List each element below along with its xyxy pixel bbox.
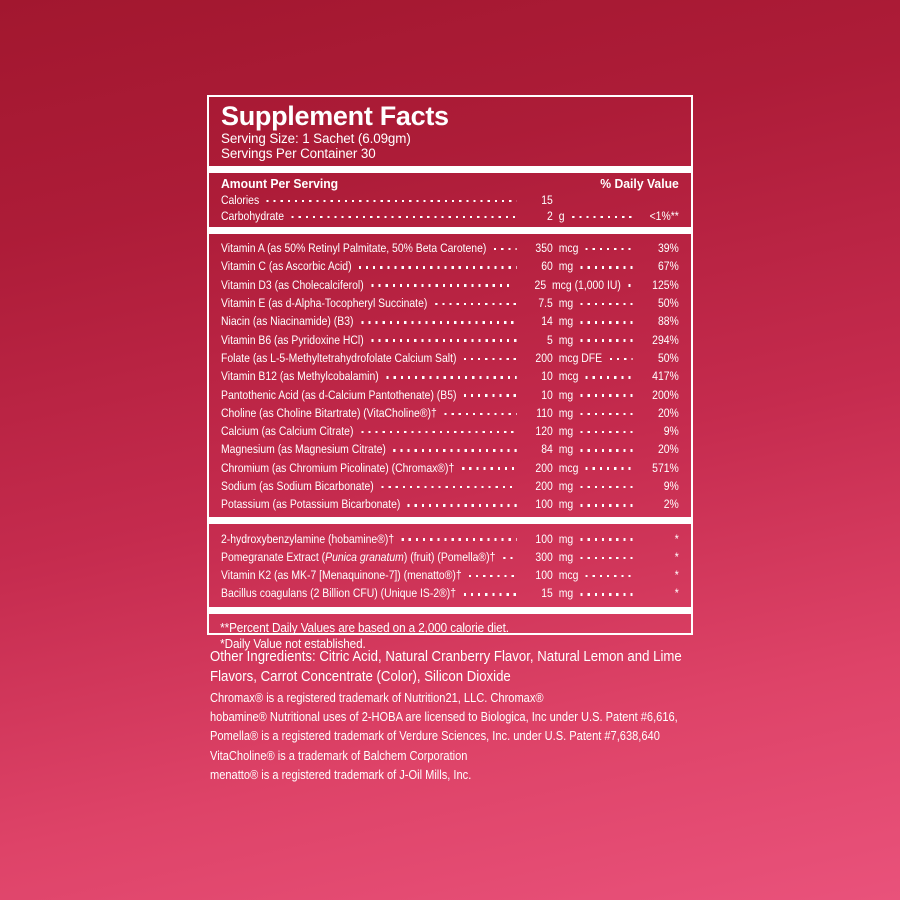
amount-value: 120 (535, 424, 553, 439)
daily-value: 50% (657, 350, 679, 365)
unit-label: mcg DFE (558, 350, 603, 365)
amount-value: 84 (541, 442, 553, 457)
trademark-line: VitaCholine® is a trademark of Balchem Corporation (210, 748, 468, 763)
dotted-leader (581, 504, 633, 507)
dotted-leader (371, 339, 516, 342)
daily-value: * (674, 586, 679, 601)
dotted-leader (408, 504, 517, 507)
daily-value-header: % Daily Value (600, 176, 679, 191)
fact-row (221, 257, 679, 275)
fact-row (221, 367, 679, 385)
amount-value: 10 (541, 369, 553, 384)
unit-label: mg (558, 549, 574, 564)
daily-value: * (674, 568, 679, 583)
nutrient-name: 2-hydroxybenzylamine (hobamine®)† (221, 531, 395, 546)
unit-label: mcg (558, 460, 579, 475)
other-ingredients: Other Ingredients: Citric Acid, Natural Cranberry Flavor, Natural Lemon and Lime Flavors, Carrot Concentrate (Color), Silicon Dioxide (210, 648, 682, 685)
unit-zone (553, 479, 637, 493)
unit-zone (553, 442, 637, 456)
daily-value: 294% (652, 332, 679, 347)
fact-row (221, 385, 679, 403)
dotted-leader (381, 486, 516, 489)
serving-size: Serving Size: 1 Sachet (6.09gm) (221, 131, 411, 146)
amount-value: 200 (535, 350, 553, 365)
fact-row (221, 477, 679, 495)
daily-value: 417% (652, 369, 679, 384)
unit-zone (553, 424, 637, 438)
trademark-notes (210, 689, 678, 785)
trademark-line: menatto® is a registered trademark of J-Oil Mills, Inc. (210, 767, 472, 782)
dotted-leader (586, 248, 633, 251)
daily-value: 571% (652, 460, 679, 475)
dotted-leader (581, 266, 633, 269)
amount-value: 350 (535, 241, 553, 256)
panel-header (209, 97, 691, 166)
nutrient-name: Pomegranate Extract (Punica granatum) (fruit) (Pomella®)† (221, 549, 496, 564)
amount-value: 200 (535, 460, 553, 475)
dotted-leader (464, 394, 517, 397)
dotted-leader (581, 538, 633, 541)
nutrient-name: Magnesium (as Magnesium Citrate) (221, 442, 386, 457)
nutrient-name: Vitamin B12 (as Methylcobalamin) (221, 369, 379, 384)
top-rows (221, 192, 679, 224)
amount-value: 60 (541, 259, 553, 274)
unit-zone (553, 209, 637, 223)
divider-bar-calories (209, 227, 691, 234)
unit-label: mcg (1,000 IU) (552, 277, 621, 292)
unit-label: mg (558, 479, 574, 493)
trademark-line: Chromax® is a registered trademark of Nutrition21, LLC. Chromax® (210, 691, 544, 705)
daily-value: <1%** (649, 209, 679, 223)
nutrient-name: Potassium (as Potassium Bicarbonate) (221, 497, 401, 512)
amount-value: 200 (535, 479, 553, 493)
unit-label: mg (558, 531, 574, 546)
dotted-leader (267, 200, 517, 203)
trademark-line: hobamine® Nutritional uses of 2-HOBA are licensed to Biologica, Inc under U.S. Patent #6,616, (210, 710, 678, 725)
unit-label: mg (558, 296, 574, 311)
dotted-leader (628, 284, 632, 287)
divider-bar-botanicals (209, 607, 691, 614)
nutrient-name: Calories (221, 193, 260, 207)
unit-zone (553, 259, 637, 273)
dotted-leader (464, 358, 517, 361)
amount-value: 100 (535, 568, 553, 583)
fact-row (221, 529, 679, 547)
unit-label: mcg (558, 369, 579, 384)
unit-label: mcg (558, 568, 579, 583)
unit-zone (553, 333, 637, 347)
amount-per-serving-header: Amount Per Serving (221, 176, 339, 191)
daily-value: 200% (652, 387, 679, 402)
dotted-leader (581, 303, 633, 306)
amount-value: 25 (534, 277, 547, 292)
nutrient-name: Chromium (as Chromium Picolinate) (Chromax®)† (221, 460, 455, 475)
dotted-leader (581, 413, 633, 416)
unit-zone (553, 568, 637, 582)
nutrient-name: Vitamin C (as Ascorbic Acid) (221, 259, 352, 274)
unit-zone (553, 241, 637, 255)
fact-row (221, 548, 679, 566)
fact-row (221, 294, 679, 312)
daily-value: 39% (657, 241, 679, 256)
dotted-leader (462, 467, 517, 470)
daily-value: 9% (663, 424, 679, 439)
amount-value: 300 (535, 549, 553, 564)
unit-zone (553, 406, 637, 420)
unit-label: mg (558, 442, 574, 457)
daily-value: 50% (657, 296, 679, 311)
amount-value: 10 (541, 387, 553, 402)
fact-row (221, 349, 679, 367)
nutrient-name: Vitamin D3 (as Cholecalciferol) (221, 277, 364, 292)
unit-zone (553, 461, 637, 475)
unit-label: mg (558, 314, 574, 329)
unit-label: mg (558, 332, 574, 347)
dotted-leader (361, 431, 517, 434)
dotted-leader (292, 216, 517, 219)
amount-value: 110 (536, 405, 553, 420)
dotted-leader (359, 266, 517, 269)
nutrient-name: Vitamin K2 (as MK-7 [Menaquinone-7]) (menatto®)† (221, 568, 462, 583)
unit-label: g (558, 209, 565, 223)
fact-row (221, 276, 679, 294)
dotted-leader (464, 593, 517, 596)
daily-value: 20% (657, 442, 679, 457)
unit-label: mcg (558, 241, 579, 256)
daily-value: 88% (657, 314, 679, 329)
nutrient-name: Niacin (as Niacinamide) (B3) (221, 314, 354, 329)
unit-zone (553, 586, 637, 600)
daily-value: * (674, 549, 679, 564)
amount-value: 5 (547, 332, 553, 347)
dotted-leader (469, 575, 517, 578)
dotted-leader (586, 467, 633, 470)
unit-label: mg (558, 259, 574, 274)
amount-value: 100 (535, 497, 553, 512)
amount-value: 14 (541, 314, 553, 329)
dotted-leader (610, 358, 633, 361)
unit-label: mg (558, 387, 574, 402)
dotted-leader (494, 248, 517, 251)
dotted-leader (371, 284, 510, 287)
panel-title: Supplement Facts (221, 101, 449, 131)
nutrient-name: Folate (as L-5-Methyltetrahydrofolate Calcium Salt) (221, 350, 457, 365)
daily-value: 67% (657, 259, 679, 274)
dotted-leader (435, 303, 517, 306)
daily-value: * (674, 531, 679, 546)
daily-value: 9% (663, 479, 679, 493)
daily-value: 2% (663, 497, 679, 512)
daily-value: 20% (657, 405, 679, 420)
unit-zone (553, 351, 637, 365)
dotted-leader (581, 394, 633, 397)
unit-zone (553, 369, 637, 383)
unit-zone (553, 497, 637, 511)
amount-value: 100 (535, 531, 553, 546)
fact-row (221, 584, 679, 602)
botanical-rows (209, 524, 691, 606)
dotted-leader (581, 557, 633, 560)
unit-zone (546, 278, 637, 292)
fact-row (221, 239, 679, 257)
dotted-leader (386, 376, 516, 379)
nutrient-name: Pantothenic Acid (as d-Calcium Pantothenate) (B5) (221, 387, 457, 402)
unit-zone (553, 532, 637, 546)
amount-value: 2 (547, 209, 553, 223)
amount-value: 15 (541, 193, 553, 207)
dotted-leader (503, 557, 517, 560)
daily-value: 125% (652, 277, 679, 292)
unit-zone (553, 550, 637, 564)
dotted-leader (402, 538, 517, 541)
fact-row (221, 440, 679, 458)
column-headers (221, 176, 679, 192)
unit-label: mg (558, 424, 574, 439)
unit-label: mg (558, 405, 574, 420)
fact-row (221, 330, 679, 348)
dotted-leader (586, 575, 633, 578)
nutrient-name: Choline (as Choline Bitartrate) (VitaCholine®)† (221, 405, 437, 420)
amount-value: 15 (541, 586, 553, 601)
servings-per-container: Servings Per Container 30 (221, 146, 376, 161)
dotted-leader (581, 593, 633, 596)
calories-section (209, 173, 691, 227)
divider-bar-top (209, 166, 691, 173)
dotted-leader (581, 486, 633, 489)
footnote-daily-values: **Percent Daily Values are based on a 2,000 calorie diet. (220, 620, 509, 635)
dotted-leader (361, 321, 517, 324)
footnote-not-established: *Daily Value not established. (220, 637, 366, 652)
fact-row (221, 192, 679, 208)
supplement-facts-panel (207, 95, 693, 652)
fact-row (221, 208, 679, 224)
fact-row (221, 404, 679, 422)
fact-row (221, 566, 679, 584)
fact-row (221, 495, 679, 513)
dotted-leader (581, 321, 633, 324)
dotted-leader (393, 449, 516, 452)
fact-row (221, 312, 679, 330)
nutrient-name: Bacillus coagulans (2 Billion CFU) (Unique IS-2®)† (221, 586, 457, 601)
dotted-leader (581, 449, 633, 452)
dotted-leader (581, 431, 633, 434)
nutrient-name: Calcium (as Calcium Citrate) (221, 424, 354, 439)
unit-label: mg (558, 586, 574, 601)
nutrient-name: Vitamin A (as 50% Retinyl Palmitate, 50% Beta Carotene) (221, 241, 487, 256)
trademark-line: Pomella® is a registered trademark of Verdure Sciences, Inc. under U.S. Patent #7,638,640 (210, 729, 660, 744)
dotted-leader (572, 216, 633, 219)
nutrient-name: Sodium (as Sodium Bicarbonate) (221, 479, 374, 493)
nutrient-name: Vitamin B6 (as Pyridoxine HCl) (221, 332, 364, 347)
nutrient-name: Carbohydrate (221, 209, 285, 223)
unit-zone (553, 296, 637, 310)
divider-bar-nutrients (209, 517, 691, 524)
amount-value: 7.5 (538, 296, 553, 311)
dotted-leader (444, 413, 516, 416)
dotted-leader (586, 376, 633, 379)
unit-label: mg (558, 497, 574, 512)
fact-row (221, 459, 679, 477)
dotted-leader (581, 339, 633, 342)
nutrient-name: Vitamin E (as d-Alpha-Tocopheryl Succinate) (221, 296, 428, 311)
unit-zone (553, 388, 637, 402)
nutrient-rows (209, 234, 691, 517)
fact-row (221, 422, 679, 440)
unit-zone (553, 314, 637, 328)
